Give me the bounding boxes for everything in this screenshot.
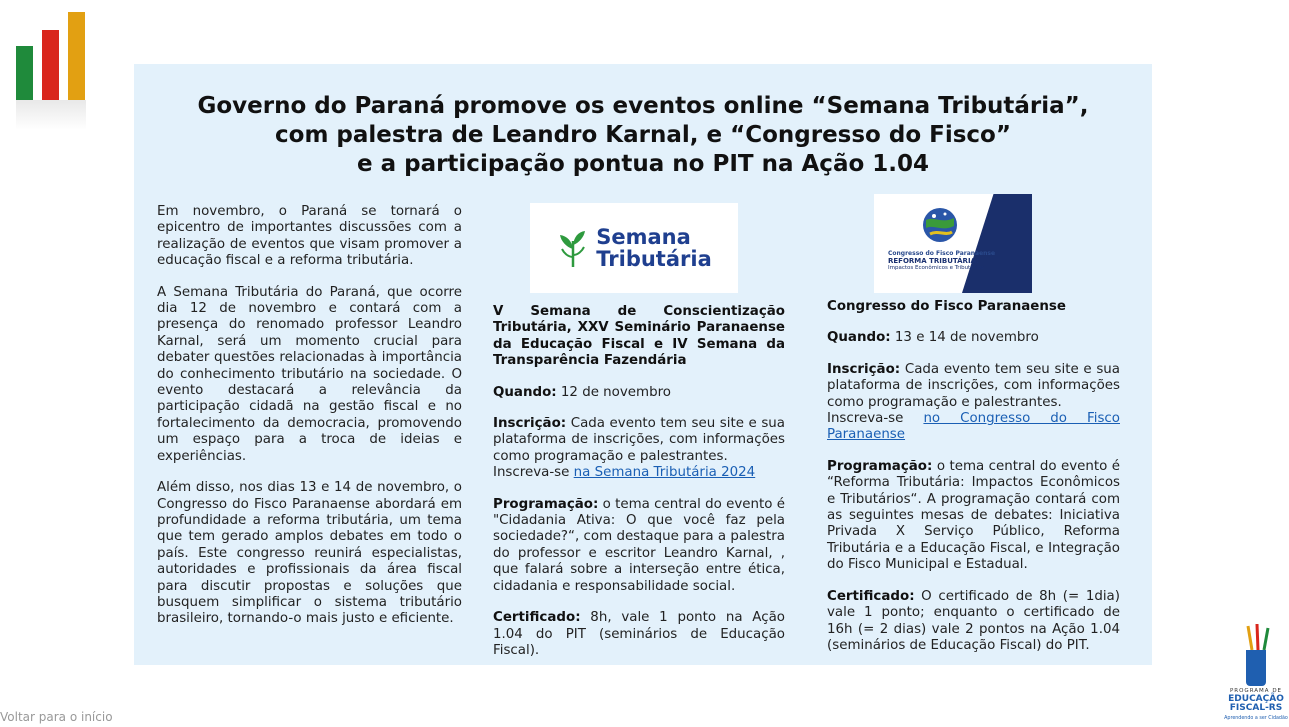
pef-line-3: Aprendendo a ser Cidadão: [1224, 716, 1288, 721]
pef-line-2: EDUCAÇÃO FISCAL-RS: [1228, 694, 1284, 713]
congresso-inscricao: [827, 362, 1120, 444]
congresso-inscricao-label: Inscrição:: [827, 361, 901, 377]
content-panel: [134, 64, 1152, 665]
semana-heading: V Semana de Conscientização Tributária, XXV Seminário Paranaense da Educação Fiscal e IV Semana da Transparência Fazendária: [493, 304, 785, 369]
congresso-certificado: [827, 589, 1120, 655]
semana-programacao-text: o tema central do evento é "Cidadania Ativa: O que você faz pela sociedade?“, com destaque para a palestra do professor e escritor Leandro Karnal, , que falará sobre a interseção entre ética, cidadania e responsabilidade social.: [493, 496, 785, 594]
semana-programacao: [493, 497, 785, 595]
title-line-1: Governo do Paraná promove os eventos online “Semana Tributária”,: [197, 93, 1089, 119]
semana-logo-line-2: Tributária: [596, 247, 712, 271]
semana-inscricao: [493, 416, 785, 482]
title-line-2: com palestra de Leandro Karnal, e “Congresso do Fisco”: [275, 122, 1011, 148]
page-title: [134, 92, 1152, 179]
semana-inscricao-label: Inscrição:: [493, 416, 567, 432]
semana-quando-value: 12 de novembro: [556, 384, 671, 400]
pencils-icon: [1244, 622, 1274, 652]
title-line-3: e a participação pontua no PIT na Ação 1.04: [356, 151, 930, 177]
congresso-quando: [827, 330, 1120, 346]
logo-reflection: [16, 100, 86, 130]
educacao-fiscal-logo: [1222, 622, 1288, 727]
globe-icon: [920, 204, 960, 246]
congresso-programacao-label: Programação:: [827, 458, 933, 474]
semana-programacao-label: Programação:: [493, 496, 599, 512]
semana-inscricao-text: Cada evento tem seu site e sua plataforma de inscrições, com informações como programação e palestrantes.: [493, 416, 785, 464]
sprout-icon: [556, 227, 590, 269]
congresso-heading: Congresso do Fisco Paranaense: [827, 299, 1066, 314]
semana-column: [493, 304, 785, 674]
semana-certificado: [493, 610, 785, 659]
logo-bar-green: [16, 46, 33, 100]
congresso-logo-line-2: REFORMA TRIBUTÁRIA:: [888, 257, 979, 265]
semana-quando-label: Quando:: [493, 384, 557, 400]
semana-inscreva-prefix: Inscreva-se: [493, 465, 574, 481]
congresso-column: [827, 299, 1120, 669]
semana-tributaria-logo: [530, 203, 738, 293]
congresso-link[interactable]: no Congresso do Fisco Paranaense: [827, 411, 1120, 443]
intro-column: [157, 204, 462, 643]
pencil-cup: [1246, 650, 1266, 686]
congresso-certificado-label: Certificado:: [827, 588, 915, 604]
semana-certificado-text: 8h, vale 1 ponto na Ação 1.04 do PIT (seminários de Educação Fiscal).: [493, 610, 785, 658]
congresso-logo-line-1: Congresso do Fisco Paranaense: [888, 250, 996, 257]
logo-bar-red: [42, 30, 59, 100]
pef-line-1: PROGRAMA DE: [1229, 688, 1283, 694]
logo-bar-gold: [68, 12, 85, 100]
congresso-quando-label: Quando:: [827, 330, 891, 346]
semana-link[interactable]: na Semana Tributária 2024: [573, 465, 756, 481]
intro-paragraph-2: A Semana Tributária do Paraná, que ocorre dia 12 de novembro e contará com a presença do renomado professor Leandro Karnal, será um momento crucial para debater questões relacionadas à importância do conhecimento tributário na sociedade. O evento destacará a relevância da participação cidadã na gestão fiscal e no fortalecimento da democracia, promovendo um espaço para a troca de ideias e experiências.: [157, 284, 462, 464]
semana-quando: [493, 385, 785, 401]
congresso-programacao-text: o tema central do evento é “Reforma Tributária: Impactos Econômicos e Tributários“. A programação contará com as seguintes mesas de debates: Iniciativa Privada X Serviço Público, Reforma Tributária e a Educação Fiscal, e Integração do Fisco Municipal e Estadual.: [827, 458, 1120, 573]
semana-certificado-label: Certificado:: [493, 610, 581, 626]
congresso-inscricao-text: Cada evento tem seu site e sua plataforma de inscrições, com informações como programação e palestrantes.: [827, 361, 1120, 410]
intro-paragraph-3: Além disso, nos dias 13 e 14 de novembro, o Congresso do Fisco Paranaense abordará em profundidade a reforma tributária, um tema que tem gerado amplos debates em todo o país. Este congresso reunirá especialistas, autoridades e profissionais da área fiscal para discutir propostas e soluções que busquem simplificar o sistema tributário brasileiro, tornando-o mais justo e eficiente.: [157, 480, 462, 627]
congresso-inscreva-prefix: Inscreva-se: [827, 411, 924, 427]
congresso-quando-value: 13 e 14 de novembro: [890, 330, 1039, 346]
congresso-certificado-text: O certificado de 8h (= 1dia) vale 1 ponto; enquanto o certificado de 16h (= 2 dias) vale 2 pontos na Ação 1.04 (seminários de Educação Fiscal) do PIT.: [827, 588, 1120, 653]
congresso-fisco-logo: [874, 194, 1032, 293]
semana-logo-line-1: Semana: [596, 225, 691, 249]
back-to-start-link[interactable]: Voltar para o início: [0, 710, 113, 724]
congresso-programacao: [827, 459, 1120, 574]
congresso-logo-line-3: Impactos Econômicos e Tributários: [888, 265, 984, 271]
bar-chart-logo: [16, 10, 88, 130]
intro-paragraph-1: Em novembro, o Paraná se tornará o epicentro de importantes discussões com a realização de eventos que visam promover a educação fiscal e a reforma tributária.: [157, 204, 462, 269]
